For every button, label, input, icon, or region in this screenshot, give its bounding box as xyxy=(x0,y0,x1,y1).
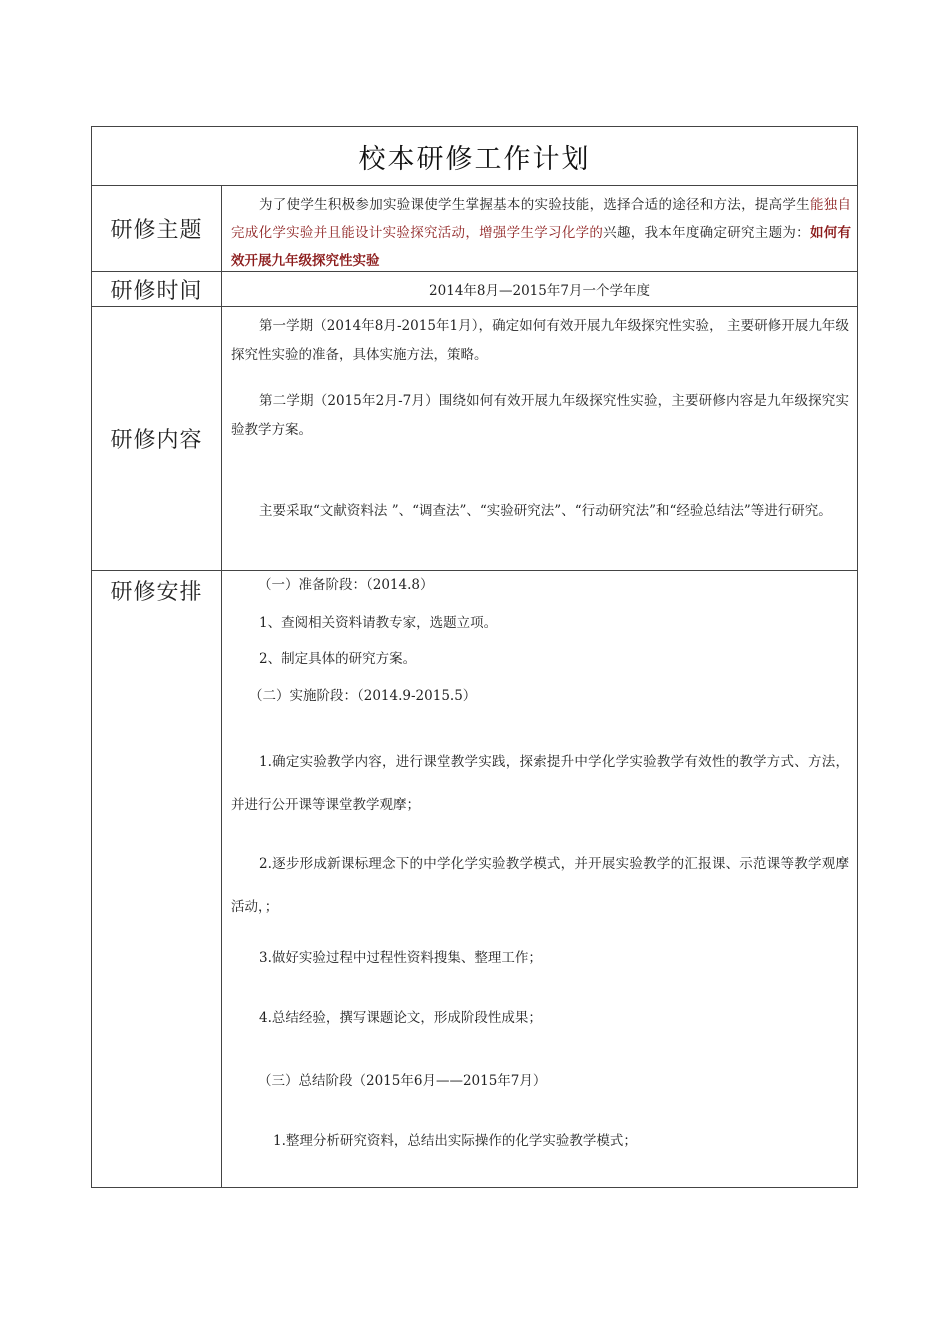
theme-text-normal-1: 为了使学生积极参加实验课使学生掌握基本的实验技能，选择合适的途径和方法，提高学生 xyxy=(259,197,810,213)
theme-row xyxy=(92,186,857,272)
plan-stage-1: （一）准备阶段：（2014.8） xyxy=(258,577,434,593)
plan-stage-3: （三）总结阶段（2015年6月——2015年7月） xyxy=(258,1073,547,1089)
time-value: 2014年8月—2015年7月一个学年度 xyxy=(429,283,650,299)
content-row xyxy=(92,307,857,571)
plan-item-5: 3.做好实验过程中过程性资料搜集、整理工作； xyxy=(259,950,542,966)
theme-text-normal-2: 兴趣，我本年度确定研究主题为： xyxy=(603,225,810,241)
content-paragraph-2: 第二学期（2015年2月-7月）围绕如何有效开展九年级探究性实验，主要研修内容是九年级探究实验教学方案。 xyxy=(231,393,849,438)
content-paragraph-1: 第一学期（2014年8月-2015年1月），确定如何有效开展九年级探究性实验， 主要研修开展九年级探究性实验的准备，具体实施方法，策略。 xyxy=(231,318,849,363)
plan-stage-2: （二）实施阶段：（2014.9-2015.5） xyxy=(249,688,477,704)
theme-value-cell xyxy=(222,186,857,271)
plan-item-3: 1.确定实验教学内容，进行课堂教学实践，探索提升中学化学实验教学有效性的教学方式、方法，并进行公开课等课堂教学观摩； xyxy=(231,754,849,813)
time-row xyxy=(92,272,857,307)
time-value-cell xyxy=(222,272,857,306)
theme-text-highlight: 能独自完成化学实验并且能设计实验探究活动，增强学生学习化学的 xyxy=(231,197,852,241)
plan-item-1: 1、查阅相关资料请教专家，选题立项。 xyxy=(259,615,498,631)
content-paragraph-3: 主要采取“文献资料法 ”、“调查法”、“实验研究法”、“行动研究法”和“经验总结法”等进行研究。 xyxy=(259,503,832,519)
plan-item-7: 1.整理分析研究资料，总结出实际操作的化学实验教学模式； xyxy=(273,1133,637,1149)
plan-item-4: 2.逐步形成新课标理念下的中学化学实验教学模式，并开展实验教学的汇报课、示范课等教学观摩活动，； xyxy=(231,856,849,915)
title-row xyxy=(92,127,857,186)
plan-item-2: 2、制定具体的研究方案。 xyxy=(259,651,417,667)
plan-label: 研修安排 xyxy=(92,571,222,1188)
theme-topic: 如何有效开展九年级探究性实验 xyxy=(231,225,852,269)
plan-value-cell xyxy=(222,571,857,1188)
content-label: 研修内容 xyxy=(92,307,222,570)
theme-paragraph xyxy=(231,191,851,275)
time-label: 研修时间 xyxy=(92,272,222,306)
document-title: 校本研修工作计划 xyxy=(358,143,591,175)
plan-item-6: 4.总结经验，撰写课题论文，形成阶段性成果； xyxy=(259,1010,542,1026)
plan-row xyxy=(92,571,857,1188)
theme-label: 研修主题 xyxy=(92,186,222,271)
plan-table xyxy=(91,126,858,1188)
content-value-cell xyxy=(222,307,857,570)
